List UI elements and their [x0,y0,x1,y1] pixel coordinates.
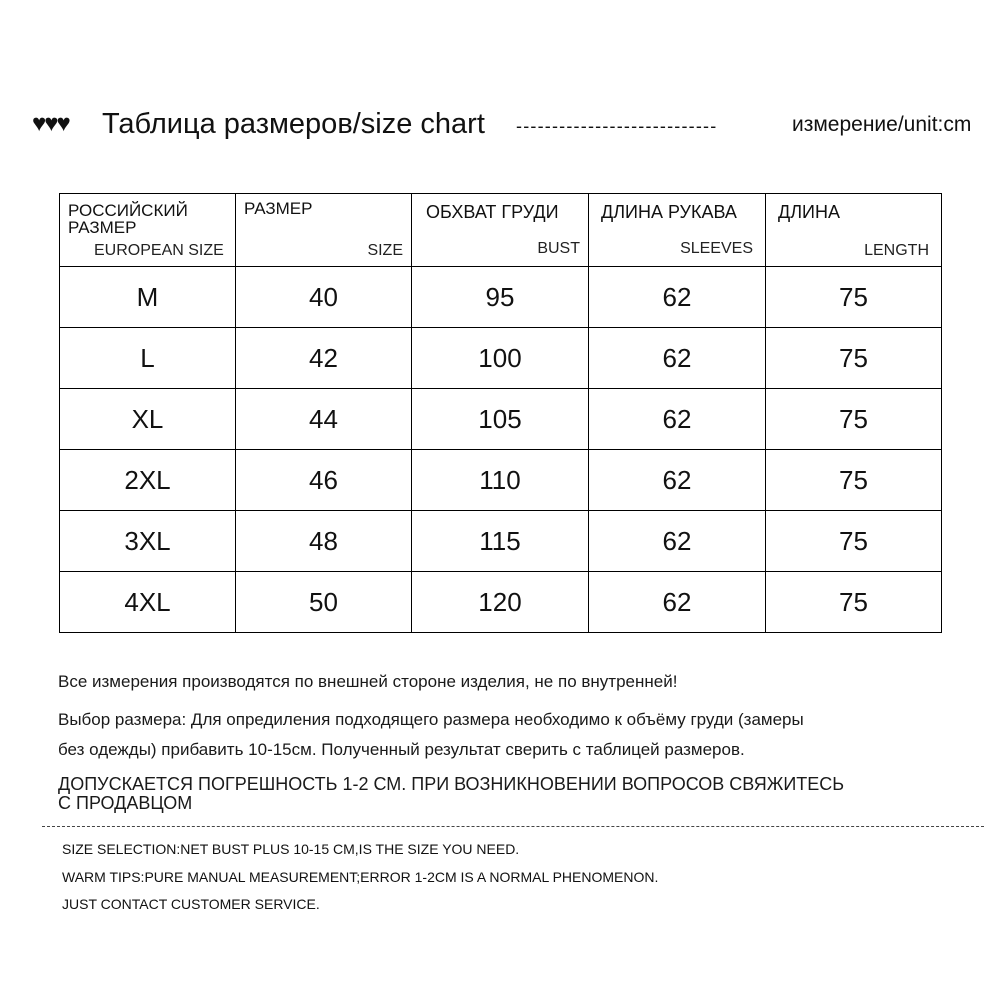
cell-european-size: 4XL [60,572,236,633]
table-row [60,328,942,389]
cell-sleeves: 62 [589,450,766,511]
hearts-icon: ♥♥♥ [32,110,69,137]
table-row [60,267,942,328]
cell-european-size: 2XL [60,450,236,511]
table-header-row [60,194,942,267]
header-label-en: LENGTH [864,242,929,259]
header-label-ru: РАЗМЕР [244,199,313,218]
header-label-ru: РОССИЙСКИЙ РАЗМЕР [68,201,188,237]
cell-length: 75 [766,450,942,511]
title-row [32,104,992,148]
note-size-selection-line1: Выбор размера: Для опредиления подходящего размера необходимо к объёму груди (замеры [58,710,804,729]
header-length [766,194,942,267]
header-label-en: SLEEVES [680,240,753,257]
cell-european-size: XL [60,389,236,450]
cell-length: 75 [766,389,942,450]
cell-size: 44 [236,389,412,450]
table-row [60,389,942,450]
header-label-en: EUROPEAN SIZE [94,242,224,259]
table-row [60,572,942,633]
note-tolerance-line2: С ПРОДАВЦОМ [58,793,193,813]
cell-size: 40 [236,267,412,328]
header-european-size [60,194,236,267]
cell-bust: 110 [412,450,589,511]
header-sleeves [589,194,766,267]
measurement-unit-label: измерение/unit:cm [792,113,972,136]
cell-bust: 115 [412,511,589,572]
note-size-selection-en: SIZE SELECTION:NET BUST PLUS 10-15 CM,IS THE SIZE YOU NEED. [62,841,520,857]
header-label-ru: ДЛИНА [778,202,840,222]
header-label-ru: ОБХВАТ ГРУДИ [426,202,559,222]
header-label-en: SIZE [367,242,403,259]
title-dash-separator: ---------------------------- [516,116,718,136]
cell-length: 75 [766,511,942,572]
cell-bust: 120 [412,572,589,633]
note-warm-tips-en: WARM TIPS:PURE MANUAL MEASUREMENT;ERROR 1-2CM IS A NORMAL PHENOMENON. [62,868,659,885]
cell-sleeves: 62 [589,328,766,389]
size-chart-table [59,193,942,633]
cell-bust: 100 [412,328,589,389]
cell-length: 75 [766,572,942,633]
header-label-en: BUST [537,240,580,257]
header-size [236,194,412,267]
table-row [60,450,942,511]
cell-european-size: 3XL [60,511,236,572]
header-label-ru: ДЛИНА РУКАВА [601,202,737,222]
cell-size: 46 [236,450,412,511]
note-contact-en: JUST CONTACT CUSTOMER SERVICE. [62,896,320,912]
dashed-divider [42,826,984,827]
header-bust [412,194,589,267]
cell-sleeves: 62 [589,389,766,450]
cell-european-size: L [60,328,236,389]
cell-sleeves: 62 [589,267,766,328]
cell-size: 48 [236,511,412,572]
cell-sleeves: 62 [589,511,766,572]
note-size-selection-line2: без одежды) прибавить 10-15см. Полученный результат сверить с таблицей размеров. [58,740,745,759]
cell-bust: 105 [412,389,589,450]
cell-bust: 95 [412,267,589,328]
notes-english [62,836,962,919]
cell-size: 42 [236,328,412,389]
table-row [60,511,942,572]
note-tolerance-line1: ДОПУСКАЕТСЯ ПОГРЕШНОСТЬ 1-2 СМ. ПРИ ВОЗНИКНОВЕНИИ ВОПРОСОВ СВЯЖИТЕСЬ [58,774,845,794]
note-measurement: Все измерения производятся по внешней стороне изделия, не по внутренней! [58,672,678,691]
notes-russian [58,668,958,813]
cell-size: 50 [236,572,412,633]
cell-length: 75 [766,267,942,328]
cell-sleeves: 62 [589,572,766,633]
cell-european-size: M [60,267,236,328]
cell-length: 75 [766,328,942,389]
page-title: Таблица размеров/size chart [102,108,485,140]
